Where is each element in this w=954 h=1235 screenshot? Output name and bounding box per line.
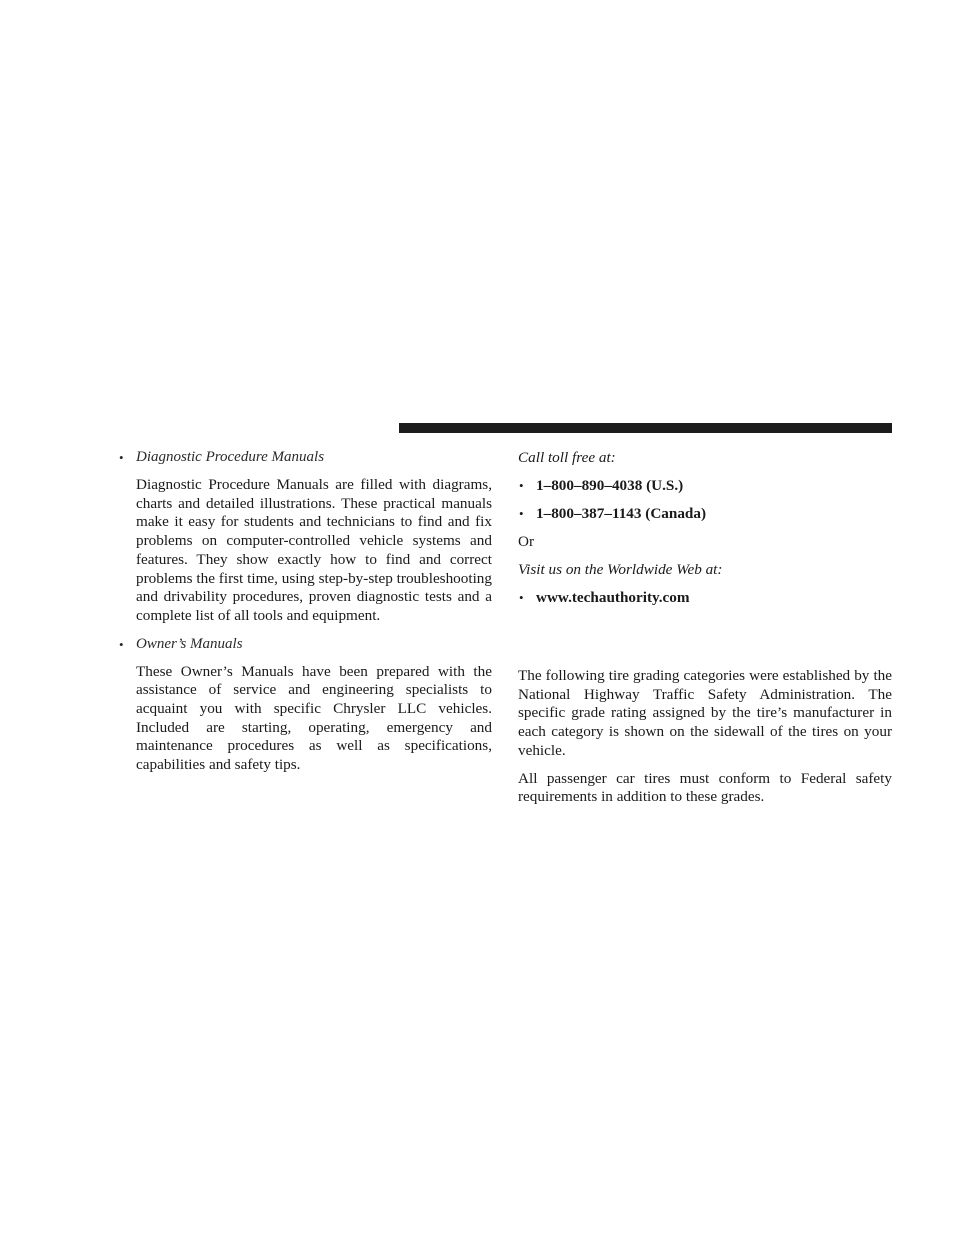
tire-safety-requirements: All passenger car tires must conform to Federal safety requirements in addition to these grades. <box>518 769 892 806</box>
section-header-bar <box>399 423 892 433</box>
phone-number-canada: 1–800–387–1143 (Canada) <box>536 505 707 522</box>
bullet-heading-diagnostic-manuals <box>114 448 492 467</box>
website-item <box>518 588 892 607</box>
phone-number-us: 1–800–890–4038 (U.S.) <box>536 477 684 494</box>
bullet-icon: • <box>519 478 524 493</box>
website-link[interactable]: www.techauthority.com <box>536 589 690 606</box>
diagnostic-manuals-description: Diagnostic Procedure Manuals are filled with diagrams, charts and detailed illustrations. These practical manuals make it easy for students and technicians to find and fix problems on computer-controlled vehicle systems and features. They show exactly how to find and correct problems the first time, using step-by-step troubleshooting and drivability procedures, proven diagnostic tests and a complete list of all tools and equipment. <box>136 476 492 624</box>
bullet-icon: • <box>519 506 524 521</box>
call-toll-free-label: Call toll free at: <box>518 449 616 466</box>
heading-text: Owner’s Manuals <box>136 635 243 652</box>
left-column <box>114 448 492 775</box>
visit-web-label: Visit us on the Worldwide Web at: <box>518 561 723 578</box>
phone-canada <box>518 504 892 523</box>
phone-us <box>518 476 892 495</box>
or-text: Or <box>518 533 535 550</box>
bullet-icon: • <box>119 450 124 465</box>
bullet-icon: • <box>119 636 124 652</box>
bullet-heading-owners-manuals <box>114 635 492 654</box>
right-column <box>518 448 892 807</box>
owners-manuals-description: These Owner’s Manuals have been prepared with the assistance of service and engineering specialists to acquaint you with specific Chrysler LLC vehicles. Included are starting, operating, emergency and maintenance procedures as well as specifications, capabilities and safety tips. <box>136 662 492 774</box>
tire-grading-intro: The following tire grading categories were established by the National Highway Traffic Safety Administration. The specific grade rating assigned by the tire’s manufacturer in each category is shown on the sidewall of the tires on your vehicle. <box>518 667 892 759</box>
heading-text: Diagnostic Procedure Manuals <box>136 449 325 465</box>
bullet-icon: • <box>519 590 524 605</box>
